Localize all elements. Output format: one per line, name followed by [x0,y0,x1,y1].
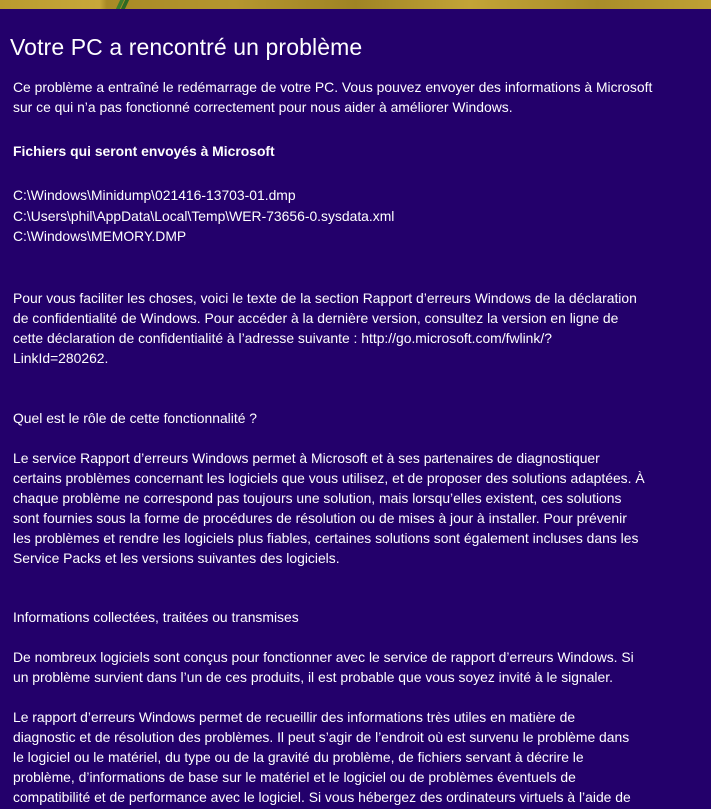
file-list [13,185,394,247]
file-path: C:\Users\phil\AppData\Local\Temp\WER-73656-0.sysdata.xml [13,207,395,224]
desktop-wallpaper-strip [0,0,711,9]
error-report-panel[interactable] [0,9,711,809]
page-title: Votre PC a rencontré un problème [10,34,363,60]
file-path: C:\Windows\Minidump\021416-13703-01.dmp [13,187,296,203]
role-text: Le service Rapport d’erreurs Windows permet à Microsoft et à ses partenaires de diagnostiquer certains problèmes concernant les logiciels que vous utilisez, et de proposer des solutions adaptées. À chaque problème ne correspond pas toujours une solution, mais lorsqu’elles existent, ces solutions sont fournies sous la forme de procédures de résolution ou de mises à jour à installer. Pour prévenir les problèmes et rendre les logiciels plus fiables, certaines solutions sont également incluses dans les Service Packs et les versions suivantes des logiciels. [13,450,645,566]
info-text-1: De nombreux logiciels sont conçus pour fonctionner avec le service de rapport d’erreurs Windows. Si un problème survient dans l’un de ces produits, il est probable que vous soyez invité à le signaler. [13,649,634,685]
file-path: C:\Windows\MEMORY.DMP [13,228,187,244]
files-heading: Fichiers qui seront envoyés à Microsoft [13,143,275,159]
role-heading: Quel est le rôle de cette fonctionnalité ? [13,410,258,426]
info-text-2: Le rapport d’erreurs Windows permet de recueillir des informations très utiles en matière de diagnostic et de résolution des problèmes. Il peut s’agir de l’endroit où est survenu le problème dans le logiciel ou le matériel, du type ou de la gravité du problème, de fichiers servant à décrire le problème, d’informations de base sur le matériel et le logiciel ou de problèmes éventuels de compatibilité et de performance avec le logiciel. Si vous hébergez des ordinateurs virtuels à l’aide de [13,709,631,805]
info-heading: Informations collectées, traitées ou transmises [13,609,299,625]
intro-text: Ce problème a entraîné le redémarrage de votre PC. Vous pouvez envoyer des informations à Microsoft sur ce qui n’a pas fonctionné correctement pour nous aider à améliorer Windows. [13,79,653,115]
privacy-intro-text: Pour vous faciliter les choses, voici le texte de la section Rapport d’erreurs Windows de la déclaration de confidentialité de Windows. Pour accéder à la dernière version, consultez la version en ligne de cette déclaration de confidentialité à l’adresse suivante : http://go.microsoft.com/fwlink/? LinkId=280262. [13,290,637,366]
